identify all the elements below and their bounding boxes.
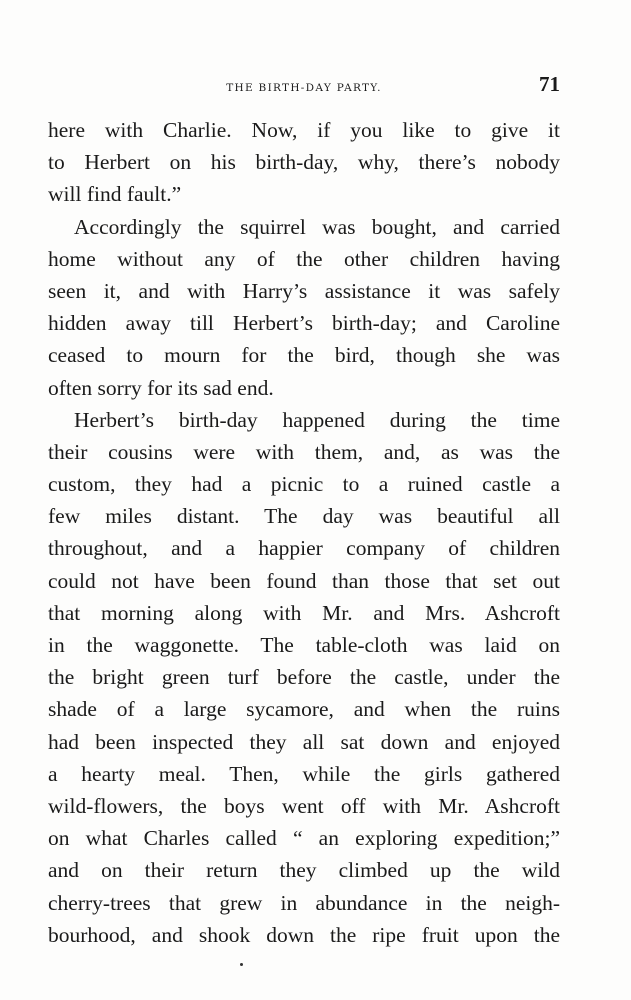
text-line: will find fault.” [48, 182, 182, 207]
text-line: home without any of the other children having [48, 246, 560, 271]
text-line: wild-flowers, the boys went off with Mr. Ashcroft [48, 793, 560, 818]
paragraph-1 [48, 114, 560, 211]
paragraph-2 [48, 211, 560, 404]
text-line: Accordingly the squirrel was bought, and carried [74, 214, 560, 239]
text-line: often sorry for its sad end. [48, 375, 274, 400]
text-line: few miles distant. The day was beautiful all [48, 504, 560, 529]
text-line: in the waggonette. The table-cloth was laid on [48, 633, 560, 657]
text-line: a hearty meal. Then, while the girls gathered [48, 761, 560, 786]
text-line: on what Charles called “ an exploring expedition;” [48, 826, 560, 851]
text-line: throughout, and a happier company of children [48, 536, 560, 561]
printer-dot [240, 963, 243, 966]
text-line: seen it, and with Harry’s assistance it was safely [48, 278, 560, 303]
running-head [48, 72, 560, 100]
text-line: had been inspected they all sat down and enjoyed [48, 729, 560, 754]
text-line: shade of a large sycamore, and when the ruins [48, 697, 560, 722]
running-title: THE BIRTH-DAY PARTY. [226, 82, 382, 94]
text-line: ceased to mourn for the bird, though she was [48, 343, 560, 368]
text-line: that morning along with Mr. and Mrs. Ashcroft [48, 600, 560, 625]
text-line: Herbert’s birth-day happened during the time [74, 407, 560, 432]
text-line: could not have been found than those that set out [48, 568, 560, 593]
text-line: cherry-trees that grew in abundance in the neigh- [48, 890, 560, 915]
text-line: bourhood, and shook down the ripe fruit upon the [48, 922, 560, 947]
text-line: to Herbert on his birth-day, why, there’s nobody [48, 150, 560, 175]
body-text [48, 114, 560, 951]
paragraph-3 [48, 404, 560, 951]
text-line: the bright green turf before the castle, under the [48, 665, 560, 690]
text-line: their cousins were with them, and, as was the [48, 439, 560, 464]
text-line: hidden away till Herbert’s birth-day; and Caroline [48, 311, 560, 336]
text-line: custom, they had a picnic to a ruined castle a [48, 472, 560, 497]
text-line: here with Charlie. Now, if you like to give it [48, 118, 560, 142]
page-number: 71 [539, 72, 560, 96]
text-line: and on their return they climbed up the wild [48, 858, 560, 883]
